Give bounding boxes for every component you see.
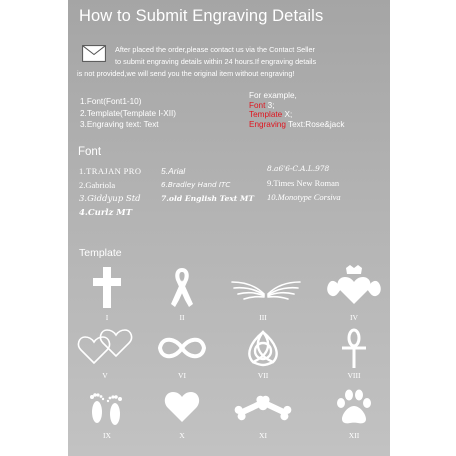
- template-numeral: XI: [258, 431, 267, 440]
- font-column-3: [267, 162, 341, 204]
- font-section-title: Font: [78, 146, 102, 158]
- template-numeral: VII: [257, 371, 269, 380]
- step-template: 2.Template(Template I-XII): [80, 108, 177, 118]
- ankh-icon: [332, 328, 376, 368]
- trinity-knot-icon: [241, 328, 285, 368]
- font-list: [68, 164, 390, 230]
- example-block: [249, 91, 384, 129]
- infinity-icon: [154, 328, 210, 368]
- font-option-5: 5.Arial: [161, 166, 186, 176]
- template-9: [72, 386, 142, 440]
- template-numeral: I: [105, 313, 109, 322]
- template-7: [228, 328, 298, 380]
- template-12: [319, 386, 389, 440]
- font-option-6: 6.Bradley Hand ITC: [161, 180, 231, 189]
- steps-list: [80, 96, 250, 131]
- template-6: [147, 328, 217, 380]
- intro-line-2: to submit engraving details within 24 hours.If engraving details: [115, 57, 317, 67]
- template-numeral: III: [259, 313, 267, 322]
- font-option-9: 9.Times New Roman: [267, 178, 340, 188]
- template-numeral: IX: [102, 431, 111, 440]
- template-numeral: VI: [177, 371, 186, 380]
- template-grid: [68, 264, 390, 454]
- page-title: How to Submit Engraving Details: [79, 7, 324, 25]
- font-option-8: 8.a6'6-C.A.L.978: [267, 164, 330, 173]
- paw-print-icon: [332, 386, 376, 428]
- font-option-10: 10.Monotype Corsiva: [267, 192, 341, 202]
- step-engraving-text: 3.Engraving text: Text: [80, 120, 159, 129]
- font-option-1: 1.TRAJAN PRO: [79, 166, 142, 176]
- footprints-icon: [83, 386, 131, 428]
- font-column-1: [79, 164, 141, 220]
- template-11: [228, 386, 298, 440]
- template-5: [70, 328, 140, 380]
- cross-icon: [85, 264, 129, 310]
- template-3: [228, 264, 298, 322]
- example-font-line: [249, 101, 384, 111]
- font-option-4: 4.Curlz MT: [79, 208, 133, 218]
- intro-text: [77, 44, 383, 80]
- step-font: 1.Font(Font1-10): [80, 97, 142, 106]
- heart-icon: [160, 386, 204, 428]
- example-template-label: Template: [249, 110, 283, 120]
- example-template-line: [249, 110, 384, 120]
- bone-icon: [233, 386, 293, 428]
- example-engraving-label: Engraving: [249, 119, 286, 129]
- font-option-2: 2.Gabriola: [79, 180, 116, 190]
- example-engraving-line: [249, 120, 384, 130]
- template-numeral: VIII: [347, 371, 361, 380]
- template-4: [319, 264, 389, 322]
- template-section-title: Template: [79, 247, 122, 259]
- intro-line-1: After placed the order,please contact us via the Contact Seller: [115, 45, 315, 54]
- template-2: [147, 264, 217, 322]
- example-engraving-value: Text:Rose&jack: [285, 119, 345, 129]
- font-option-3: 3.Giddyup Std: [79, 194, 141, 204]
- template-numeral: II: [179, 313, 185, 322]
- example-font-label: Font: [249, 100, 266, 110]
- angel-wings-icon: [228, 264, 304, 310]
- template-1: [72, 264, 142, 322]
- intro-line-3: is not provided,we will send you the original item without engraving!: [77, 69, 295, 79]
- template-numeral: XII: [348, 431, 360, 440]
- double-heart-icon: [74, 328, 136, 368]
- claddagh-icon: [324, 264, 384, 310]
- example-heading: For example,: [249, 91, 297, 100]
- awareness-ribbon-icon: [160, 264, 204, 310]
- template-10: [147, 386, 217, 440]
- template-numeral: V: [102, 371, 108, 380]
- font-option-7: 7.old English Text MT: [161, 194, 255, 203]
- example-font-value: 3;: [265, 100, 275, 110]
- font-column-2: [161, 164, 254, 206]
- template-8: [319, 328, 389, 380]
- example-template-value: X;: [282, 110, 293, 120]
- template-numeral: IV: [349, 313, 358, 322]
- engraving-instructions-card: [68, 0, 390, 456]
- template-numeral: X: [179, 431, 185, 440]
